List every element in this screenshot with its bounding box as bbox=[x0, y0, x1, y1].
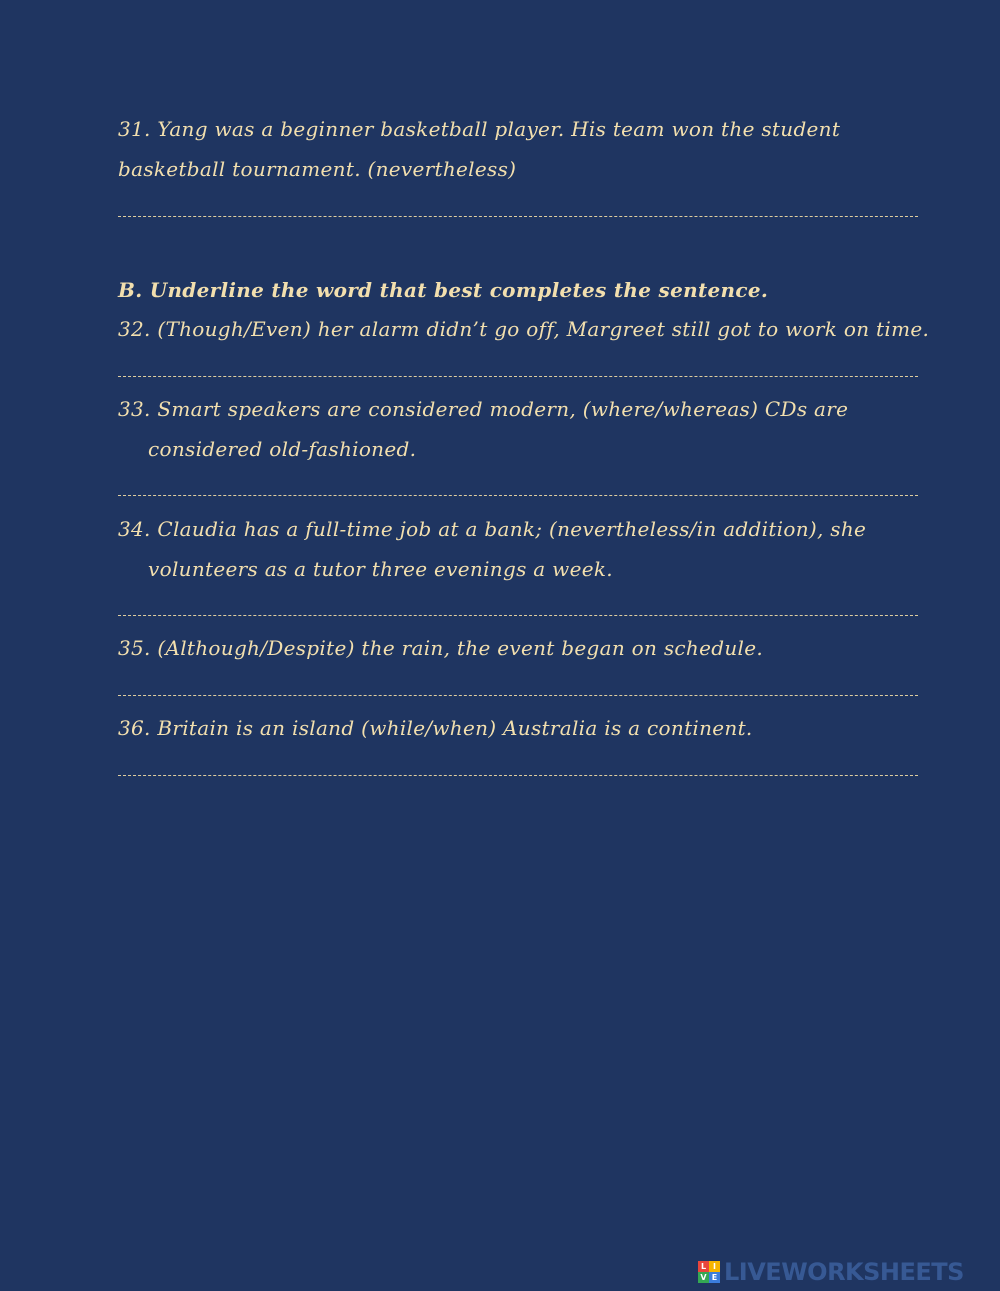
question-31-line-1: 31. Yang was a beginner basketball player. His team won the student bbox=[118, 117, 841, 141]
liveworksheets-watermark[interactable] bbox=[698, 1259, 964, 1285]
question-33-line-1: 33. Smart speakers are considered modern, (where/whereas) CDs are bbox=[118, 397, 849, 421]
question-32-line-1: 32. (Though/Even) her alarm didn’t go off, Margreet still got to work on time. bbox=[118, 317, 930, 341]
question-33-line-2: considered old-fashioned. bbox=[148, 437, 417, 461]
answer-line-31[interactable] bbox=[118, 216, 918, 217]
liveworksheets-brand-text: LIVEWORKSHEETS bbox=[724, 1258, 964, 1286]
question-34-line-1: 34. Claudia has a full-time job at a bank; (nevertheless/in addition), she bbox=[118, 517, 867, 541]
answer-line-36[interactable] bbox=[118, 775, 918, 776]
answer-line-35[interactable] bbox=[118, 695, 918, 696]
liveworksheets-logo-icon bbox=[698, 1261, 720, 1283]
question-36-line-1: 36. Britain is an island (while/when) Australia is a continent. bbox=[118, 716, 753, 740]
answer-line-33[interactable] bbox=[118, 495, 918, 496]
logo-letter-v: V bbox=[698, 1272, 709, 1283]
question-31-line-2: basketball tournament. (nevertheless) bbox=[118, 157, 517, 181]
question-35-line-1: 35. (Although/Despite) the rain, the event began on schedule. bbox=[118, 636, 764, 660]
section-b-heading: B. Underline the word that best completes the sentence. bbox=[118, 278, 769, 302]
answer-line-34[interactable] bbox=[118, 615, 918, 616]
question-34-line-2: volunteers as a tutor three evenings a week. bbox=[148, 557, 613, 581]
logo-letter-e: E bbox=[709, 1272, 720, 1283]
answer-line-32[interactable] bbox=[118, 376, 918, 377]
logo-letter-l: L bbox=[698, 1261, 709, 1272]
logo-letter-i: I bbox=[709, 1261, 720, 1272]
